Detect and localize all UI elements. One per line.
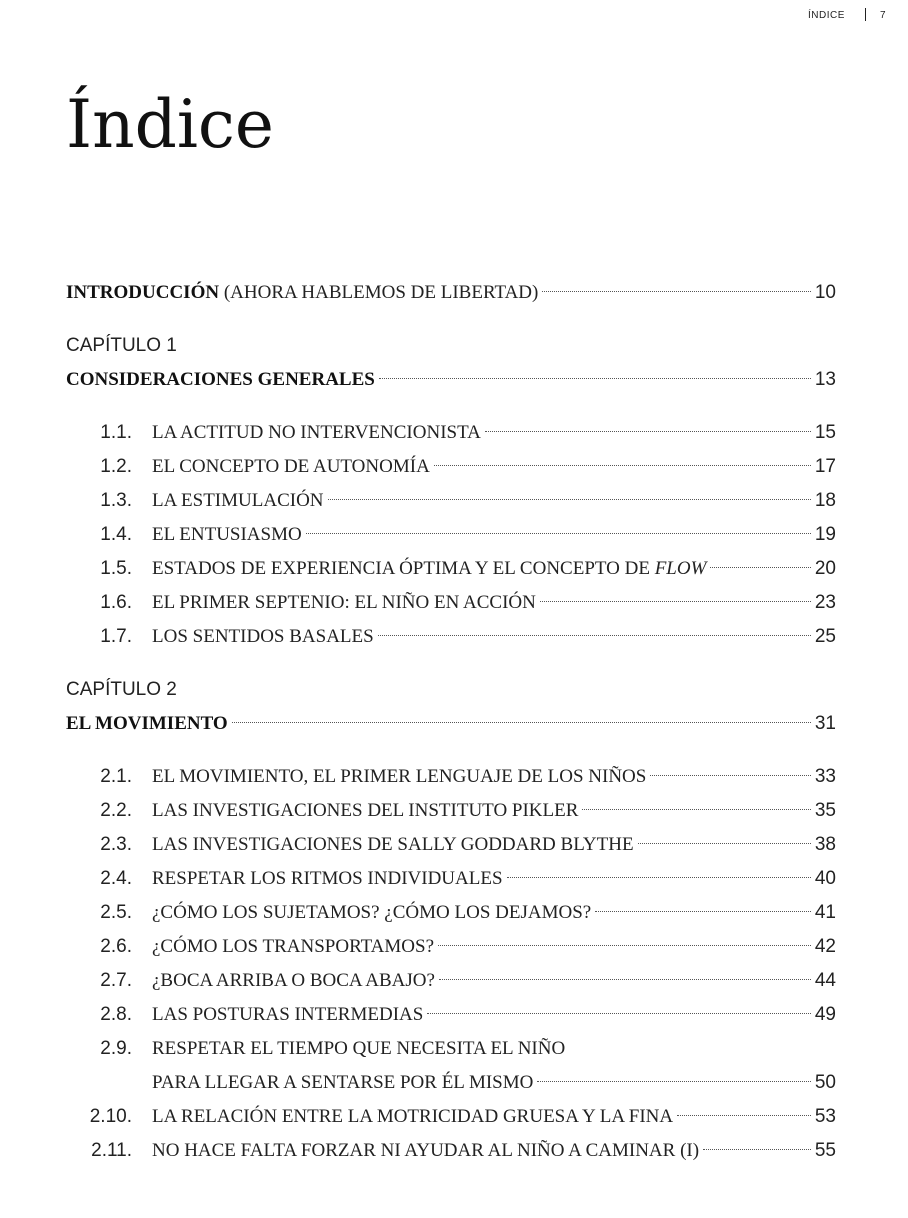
chapter-1-label: CAPÍTULO 1 (66, 335, 177, 356)
chapter-1-title: CONSIDERACIONES GENERALES (66, 369, 375, 390)
dot-leader (232, 722, 811, 723)
dot-leader (582, 809, 810, 810)
section-number: 2.1. (100, 766, 132, 787)
section-number: 1.7. (100, 626, 132, 647)
section-title: LA ACTITUD NO INTERVENCIONISTA (152, 422, 481, 443)
dot-leader (427, 1013, 811, 1014)
section-page: 18 (814, 490, 836, 511)
toc-entry-page: 10 (814, 282, 836, 303)
toc-entry-2-9[interactable] (66, 1032, 836, 1066)
dot-leader (439, 979, 811, 980)
toc-entry-1-5[interactable] (66, 552, 836, 586)
section-title: ¿CÓMO LOS SUJETAMOS? ¿CÓMO LOS DEJAMOS? (152, 902, 592, 923)
intro-bold: INTRODUCCIÓN (66, 282, 220, 303)
section-title: LA ESTIMULACIÓN (152, 490, 324, 511)
dot-leader (537, 1081, 810, 1082)
section-title: LAS POSTURAS INTERMEDIAS (152, 1004, 424, 1025)
toc-entry-title (66, 707, 228, 741)
section-number: 2.11. (91, 1140, 132, 1161)
section-title-italic: FLOW (654, 558, 707, 579)
toc-entry-title (66, 276, 538, 310)
section-page: 53 (814, 1106, 836, 1127)
dot-leader (306, 533, 811, 534)
toc-entry-2-11[interactable] (66, 1134, 836, 1168)
dot-leader (703, 1149, 811, 1150)
toc-entry-2-3[interactable] (66, 828, 836, 862)
section-page: 44 (814, 970, 836, 991)
toc-entry-title (66, 363, 375, 397)
section-page: 15 (814, 422, 836, 443)
dot-leader (328, 499, 811, 500)
dot-leader (438, 945, 811, 946)
toc-entry-page: 31 (814, 713, 836, 734)
section-number: 1.3. (100, 490, 132, 511)
section-title: EL PRIMER SEPTENIO: EL NIÑO EN ACCIÓN (152, 592, 536, 613)
section-number: 1.2. (100, 456, 132, 477)
section-page: 25 (814, 626, 836, 647)
toc-entry-2-9-continued[interactable] (66, 1066, 836, 1100)
section-page: 50 (814, 1072, 836, 1093)
section-page: 23 (814, 592, 836, 613)
toc-entry-1-3[interactable] (66, 484, 836, 518)
section-title: EL CONCEPTO DE AUTONOMÍA (152, 456, 430, 477)
section-page: 40 (814, 868, 836, 889)
section-number: 2.3. (100, 834, 132, 855)
section-number: 2.2. (100, 800, 132, 821)
section-number: 1.5. (100, 558, 132, 579)
toc-entry-2-1[interactable] (66, 760, 836, 794)
dot-leader (710, 567, 810, 568)
toc-entry-2-5[interactable] (66, 896, 836, 930)
section-number: 2.5. (100, 902, 132, 923)
dot-leader (507, 877, 811, 878)
section-title: LA RELACIÓN ENTRE LA MOTRICIDAD GRUESA Y LA FINA (152, 1106, 674, 1127)
toc-entry-2-10[interactable] (66, 1100, 836, 1134)
dot-leader (595, 911, 811, 912)
section-page: 42 (814, 936, 836, 957)
section-title-text: ESTADOS DE EXPERIENCIA ÓPTIMA Y EL CONCEPTO DE (152, 558, 655, 579)
dot-leader (540, 601, 811, 602)
dot-leader (434, 465, 811, 466)
dot-leader (378, 635, 811, 636)
section-title-continued: PARA LLEGAR A SENTARSE POR ÉL MISMO (152, 1072, 534, 1093)
section-number: 2.10. (89, 1106, 132, 1127)
section-title: EL ENTUSIASMO (152, 524, 302, 545)
toc-entry-page: 13 (814, 369, 836, 390)
section-number: 2.9. (100, 1038, 132, 1059)
header-section: ÍNDICE (808, 10, 845, 21)
toc-entry-1-7[interactable] (66, 620, 836, 654)
section-page: 17 (814, 456, 836, 477)
section-number: 2.6. (100, 936, 132, 957)
section-page: 33 (814, 766, 836, 787)
chapter-2-title: EL MOVIMIENTO (66, 713, 228, 734)
toc-entry-1-4[interactable] (66, 518, 836, 552)
section-page: 38 (814, 834, 836, 855)
section-title: RESPETAR LOS RITMOS INDIVIDUALES (152, 868, 503, 889)
section-page: 35 (814, 800, 836, 821)
section-title (152, 552, 706, 586)
section-title: ¿BOCA ARRIBA O BOCA ABAJO? (152, 970, 435, 991)
section-page: 55 (814, 1140, 836, 1161)
section-title: EL MOVIMIENTO, EL PRIMER LENGUAJE DE LOS NIÑOS (152, 766, 647, 787)
toc-entry-2-4[interactable] (66, 862, 836, 896)
chapter-2-label: CAPÍTULO 2 (66, 679, 177, 700)
toc-entry-introduction[interactable] (66, 276, 836, 310)
toc-entry-2-7[interactable] (66, 964, 836, 998)
section-title: ¿CÓMO LOS TRANSPORTAMOS? (152, 936, 435, 957)
dot-leader (485, 431, 811, 432)
page-title: Índice (66, 86, 274, 163)
toc-entry-2-2[interactable] (66, 794, 836, 828)
section-number: 1.4. (100, 524, 132, 545)
toc-entry-chapter-1[interactable] (66, 363, 836, 397)
section-title: NO HACE FALTA FORZAR NI AYUDAR AL NIÑO A CAMINAR (I) (152, 1140, 700, 1161)
dot-leader (379, 378, 811, 379)
section-page: 20 (814, 558, 836, 579)
header-divider (865, 8, 866, 21)
dot-leader (650, 775, 811, 776)
dot-leader (638, 843, 811, 844)
section-page: 41 (814, 902, 836, 923)
toc-entry-2-8[interactable] (66, 998, 836, 1032)
intro-subtitle: (AHORA HABLEMOS DE LIBERTAD) (219, 282, 539, 303)
section-page: 49 (814, 1004, 836, 1025)
section-title: RESPETAR EL TIEMPO QUE NECESITA EL NIÑO (152, 1038, 566, 1059)
section-number: 1.1. (100, 422, 132, 443)
running-header (808, 8, 886, 21)
toc-entry-1-6[interactable] (66, 586, 836, 620)
section-title: LOS SENTIDOS BASALES (152, 626, 374, 647)
dot-leader (542, 291, 811, 292)
section-number: 2.4. (100, 868, 132, 889)
section-title: LAS INVESTIGACIONES DEL INSTITUTO PIKLER (152, 800, 579, 821)
section-page: 19 (814, 524, 836, 545)
toc-entry-1-2[interactable] (66, 450, 836, 484)
section-number: 2.8. (100, 1004, 132, 1025)
header-page-number: 7 (879, 10, 886, 21)
table-of-contents (66, 276, 836, 1168)
chapter-2-sections (66, 760, 836, 1168)
dot-leader (677, 1115, 811, 1116)
section-number: 1.6. (100, 592, 132, 613)
toc-entry-1-1[interactable] (66, 416, 836, 450)
chapter-1-sections (66, 416, 836, 654)
section-number: 2.7. (100, 970, 132, 991)
toc-entry-chapter-2[interactable] (66, 707, 836, 741)
section-title: LAS INVESTIGACIONES DE SALLY GODDARD BLYTHE (152, 834, 634, 855)
toc-entry-2-6[interactable] (66, 930, 836, 964)
